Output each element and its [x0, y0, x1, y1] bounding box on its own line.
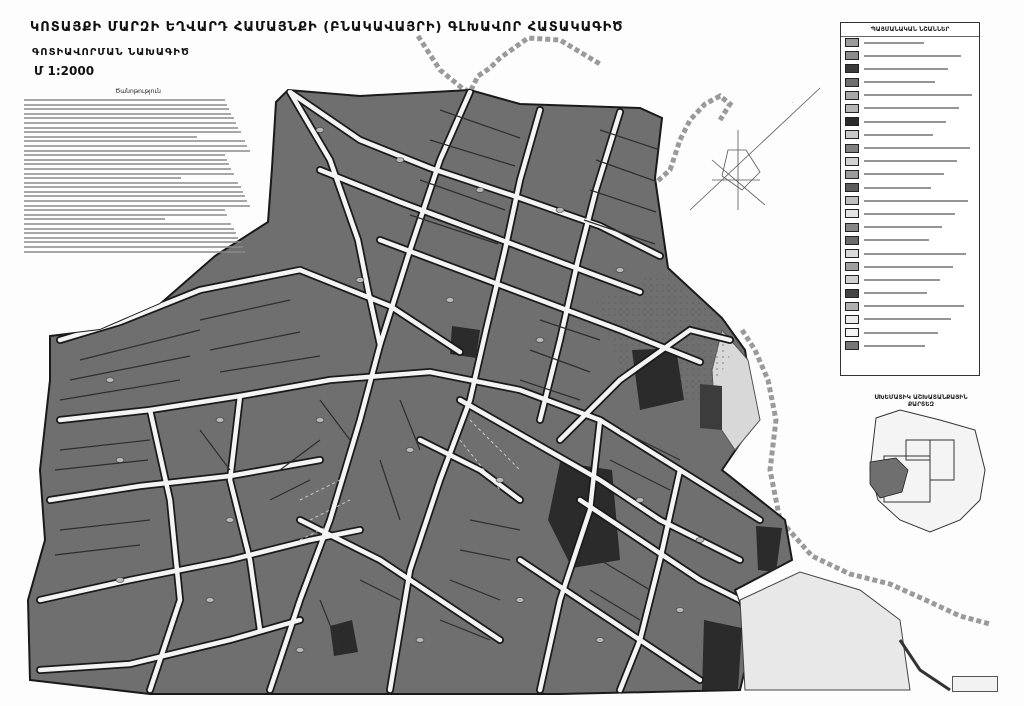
notes-text-line	[24, 173, 234, 175]
notes-text-line	[24, 108, 229, 110]
notes-text-line	[24, 186, 241, 188]
legend-item	[845, 222, 975, 233]
legend-text	[864, 253, 966, 255]
scale-label: Մ 1:2000	[34, 64, 95, 78]
notes-text-line	[24, 195, 245, 197]
notes-text-line	[24, 232, 236, 234]
legend-text	[864, 187, 931, 189]
legend-panel	[840, 22, 980, 376]
notes-text-line	[24, 131, 241, 133]
notes-text-line	[24, 223, 231, 225]
legend-swatch	[845, 104, 859, 113]
notes-text-line	[24, 117, 234, 119]
legend-text	[864, 42, 924, 44]
legend-text	[864, 160, 957, 162]
legend-swatch	[845, 144, 859, 153]
legend-text	[864, 121, 946, 123]
notes-text-line	[24, 168, 231, 170]
dark-zone	[700, 384, 722, 430]
legend-text	[864, 239, 929, 241]
legend-swatch	[845, 223, 859, 232]
legend-item	[845, 195, 975, 206]
dark-zone	[702, 620, 742, 690]
legend-swatch	[845, 302, 859, 311]
legend-item	[845, 340, 975, 351]
notes-text-line	[24, 182, 238, 184]
legend-swatch	[845, 249, 859, 258]
notes-text-line	[24, 154, 225, 156]
legend-item	[845, 50, 975, 61]
legend-text	[864, 318, 951, 320]
legend-item	[845, 208, 975, 219]
legend-text	[864, 292, 927, 294]
notes-text-line	[24, 159, 227, 161]
legend-text	[864, 94, 972, 96]
svg-text:·: ·	[792, 100, 794, 106]
legend-item	[845, 103, 975, 114]
legend-swatch	[845, 64, 859, 73]
legend-text	[864, 147, 970, 149]
legend-text	[864, 81, 935, 83]
legend-text	[864, 55, 961, 57]
legend-swatch	[845, 157, 859, 166]
legend-swatch	[845, 78, 859, 87]
legend-text	[864, 134, 933, 136]
legend-text	[864, 68, 948, 70]
legend-swatch	[845, 209, 859, 218]
notes-text-line	[24, 150, 250, 152]
notes-text-line	[24, 246, 243, 248]
legend-item	[845, 274, 975, 285]
notes-text-line	[24, 237, 238, 239]
legend-text	[864, 200, 968, 202]
legend-item	[845, 182, 975, 193]
legend-title: ՊԱՅՄԱՆԱԿԱՆ ՆՇԱՆՆԵՐ	[841, 23, 979, 37]
legend-item	[845, 63, 975, 74]
legend-text	[864, 345, 925, 347]
legend-swatch	[845, 51, 859, 60]
legend-item	[845, 156, 975, 167]
notes-text-line	[24, 228, 234, 230]
legend-item	[845, 314, 975, 325]
notes-text-line	[24, 200, 247, 202]
legend-swatch	[845, 38, 859, 47]
notes-text-line	[24, 113, 231, 115]
legend-swatch	[845, 341, 859, 350]
notes-text-line	[24, 104, 227, 106]
map-title: ԿՈՏԱՅՔԻ ՄԱՐԶԻ ԵՂՎԱՐԴ ՀԱՄԱՅՆՔԻ (ԲՆԱԿԱՎԱՅՐԻ) ԳԼԽԱՎՈՐ ՀԱՏԱԿԱԳԻԾ	[30, 20, 624, 35]
legend-text	[864, 213, 955, 215]
legend-swatch	[845, 91, 859, 100]
legend-swatch	[845, 196, 859, 205]
legend-rows	[841, 37, 979, 351]
notes-text-line	[24, 99, 225, 101]
wind-rose-icon	[690, 88, 820, 210]
legend-text	[864, 107, 959, 109]
notes-text	[24, 99, 252, 253]
legend-item	[845, 129, 975, 140]
key-map-title: ՍԽԵՄԱՏԻԿ ԱՇԽԱՏԱՆՔԱՅԻՆ ՔԱՐՏԵԶ	[874, 394, 968, 408]
legend-text	[864, 279, 940, 281]
legend-swatch	[845, 117, 859, 126]
legend-item	[845, 235, 975, 246]
legend-text	[864, 226, 942, 228]
notes-text-line	[24, 251, 245, 253]
dark-zone	[450, 326, 480, 358]
notes-text-line	[24, 205, 250, 207]
key-map-block	[862, 394, 980, 534]
legend-text	[864, 266, 953, 268]
open-land-area	[740, 572, 910, 690]
legend-swatch	[845, 262, 859, 271]
legend-item	[845, 116, 975, 127]
legend-item	[845, 37, 975, 48]
title-stamp	[952, 676, 998, 692]
legend-text	[864, 173, 944, 175]
notes-text-line	[24, 177, 181, 179]
legend-text	[864, 332, 938, 334]
notes-text-line	[24, 140, 245, 142]
legend-swatch	[845, 275, 859, 284]
legend-item	[845, 248, 975, 259]
notes-text-line	[24, 136, 197, 138]
legend-swatch	[845, 315, 859, 324]
legend-item	[845, 143, 975, 154]
legend-item	[845, 301, 975, 312]
legend-swatch	[845, 236, 859, 245]
legend-text	[864, 305, 964, 307]
notes-text-line	[24, 127, 238, 129]
legend-swatch	[845, 170, 859, 179]
legend-item	[845, 90, 975, 101]
legend-item	[845, 261, 975, 272]
notes-text-line	[24, 191, 243, 193]
notes-text-line	[24, 163, 229, 165]
legend-item	[845, 327, 975, 338]
notes-text-line	[24, 218, 165, 220]
legend-item	[845, 77, 975, 88]
notes-text-line	[24, 145, 247, 147]
notes-text-line	[24, 214, 227, 216]
legend-swatch	[845, 130, 859, 139]
notes-text-line	[24, 209, 225, 211]
notes-block	[24, 88, 252, 255]
legend-swatch	[845, 328, 859, 337]
legend-swatch	[845, 183, 859, 192]
sheet-name: ԳՈՏԻԱՎՈՐՄԱՆ ՆԱԽԱԳԻԾ	[32, 47, 190, 58]
legend-item	[845, 169, 975, 180]
notes-text-line	[24, 122, 236, 124]
notes-heading: Ծանոթություն	[115, 88, 161, 95]
legend-swatch	[845, 289, 859, 298]
notes-text-line	[24, 241, 241, 243]
legend-item	[845, 288, 975, 299]
